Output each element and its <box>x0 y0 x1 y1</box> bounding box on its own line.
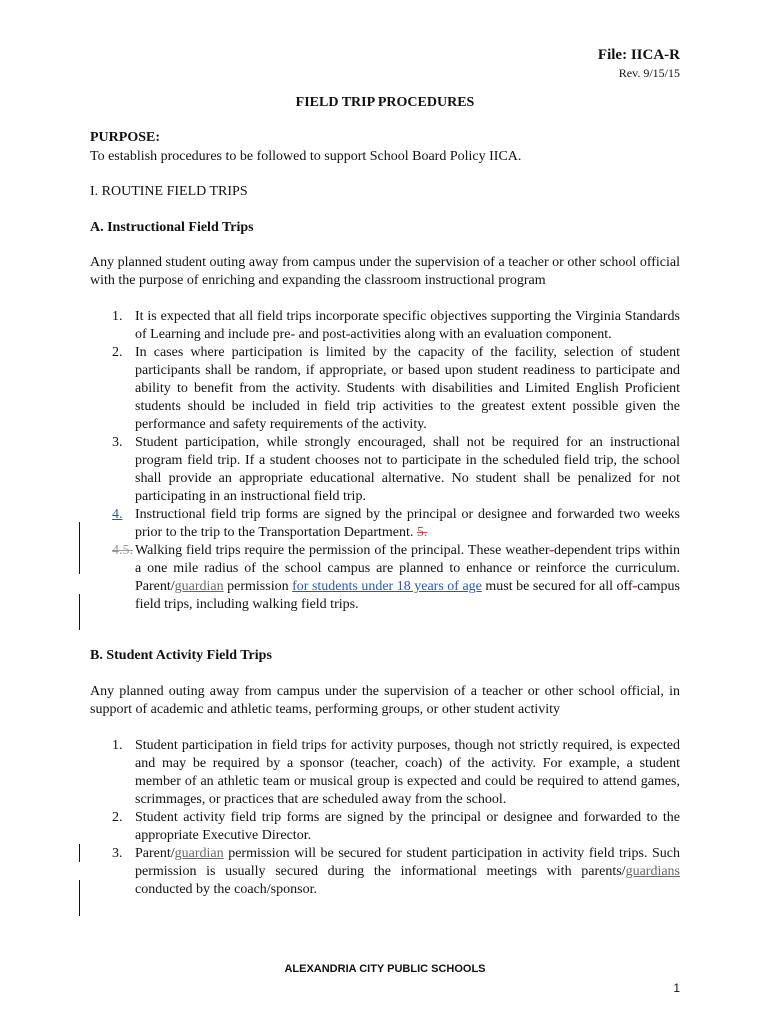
revised-word: guardian <box>174 846 224 861</box>
change-bar <box>79 522 80 574</box>
list-item <box>90 308 680 344</box>
list-item <box>90 434 680 506</box>
activity-list <box>90 737 680 899</box>
list-item-revised <box>90 506 680 542</box>
deleted-dash: - <box>549 543 554 558</box>
list-item-text: dependent trips within a one mile radius of the school campus are planned to enhance or reinforce the curriculum. Parent/ <box>135 543 680 594</box>
list-number: 3. <box>112 435 123 450</box>
change-bar <box>79 844 80 862</box>
list-number-group <box>112 542 133 560</box>
list-number: 2. <box>112 345 123 360</box>
inserted-number: 5. <box>122 543 133 558</box>
subsection-b-heading: B. Student Activity Field Trips <box>90 648 272 663</box>
list-item-text: Student activity field trip forms are signed by the principal or designee and forwarded to the appropriate Executive Director. <box>135 810 680 843</box>
list-item-revised <box>90 542 680 614</box>
instructional-list <box>90 308 680 614</box>
list-item-text: permission will be secured for student participation in activity field trips. Such permission is usually secured during the informational meetings with parents/ <box>135 846 680 879</box>
list-number: 1. <box>112 738 123 753</box>
revised-word: guardian <box>174 579 224 594</box>
deleted-number: 4. <box>112 543 123 558</box>
list-number: 1. <box>112 309 123 324</box>
list-item-revised <box>90 845 680 899</box>
revision-date: Rev. 9/15/15 <box>618 66 680 80</box>
list-item <box>90 809 680 845</box>
purpose-heading: PURPOSE: <box>90 130 160 145</box>
list-number: 3. <box>112 846 123 861</box>
deleted-dash: - <box>632 579 638 594</box>
list-item <box>90 737 680 809</box>
list-number: 2. <box>112 810 123 825</box>
section-heading: I. ROUTINE FIELD TRIPS <box>90 184 248 199</box>
list-item-text: Instructional field trip forms are signed by the principal or designee and forwarded two weeks prior to the trip to the Transportation Department. <box>135 507 680 540</box>
list-item-text: In cases where participation is limited by the capacity of the facility, selection of student participants shall be random, if appropriate, or based upon student readiness to participate and ability to benefit from the activity. Students with disabilities and Limited English Proficient students should be included in field trip activities to the greatest extent possible given the performance and safety requirements of the activity. <box>135 345 680 432</box>
change-bar <box>79 594 80 630</box>
list-item-text: Walking field trips require the permission of the principal. These weather <box>135 543 550 558</box>
list-item-text: Student participation in field trips for activity purposes, though not strictly required, is expected and may be required by a sponsor (teacher, coach) of the activity. For example, a student member of an athletic team or musical group is expected and could be required to attend games, scrimmages, or practices that are scheduled away from the school. <box>135 738 680 807</box>
footer-organization: ALEXANDRIA CITY PUBLIC SCHOOLS <box>284 963 486 975</box>
subsection-a-heading: A. Instructional Field Trips <box>90 220 254 235</box>
list-item-text: Parent/ <box>135 846 175 861</box>
list-item-text: It is expected that all field trips incorporate specific objectives supporting the Virginia Standards of Learning and include pre- and post-activities along with an evaluation component. <box>135 309 680 342</box>
inserted-text: for students under 18 years of age <box>292 579 482 594</box>
page-number: 1 <box>673 981 680 995</box>
list-number-inserted: 4. <box>112 507 123 522</box>
list-item-text: campus field trips, including walking field trips. <box>135 579 680 612</box>
deleted-number: 5. <box>416 525 428 540</box>
list-item-text: must be secured for all off <box>481 579 633 594</box>
purpose-text: To establish procedures to be followed to support School Board Policy IICA. <box>90 149 522 164</box>
subsection-b-intro: Any planned outing away from campus under the supervision of a teacher or other school official, in support of academic and athletic teams, performing groups, or other student activity <box>90 684 680 717</box>
list-item-text: permission <box>223 579 293 594</box>
list-item-text: Student participation, while strongly encouraged, shall not be required for an instructional program field trip. If a student chooses not to participate in the scheduled field trip, the school shall provide an appropriate educational alternative. No student shall be penalized for not participating in an instructional field trip. <box>135 435 680 504</box>
list-item-text: conducted by the coach/sponsor. <box>135 882 317 897</box>
revised-word: guardians <box>625 864 680 879</box>
document-title: FIELD TRIP PROCEDURES <box>295 95 475 110</box>
file-number: File: IICA-R <box>597 47 680 63</box>
change-bar <box>79 880 80 916</box>
list-item <box>90 344 680 434</box>
subsection-a-intro: Any planned student outing away from campus under the supervision of a teacher or other school official with the purpose of enriching and expanding the classroom instructional program <box>90 255 680 288</box>
